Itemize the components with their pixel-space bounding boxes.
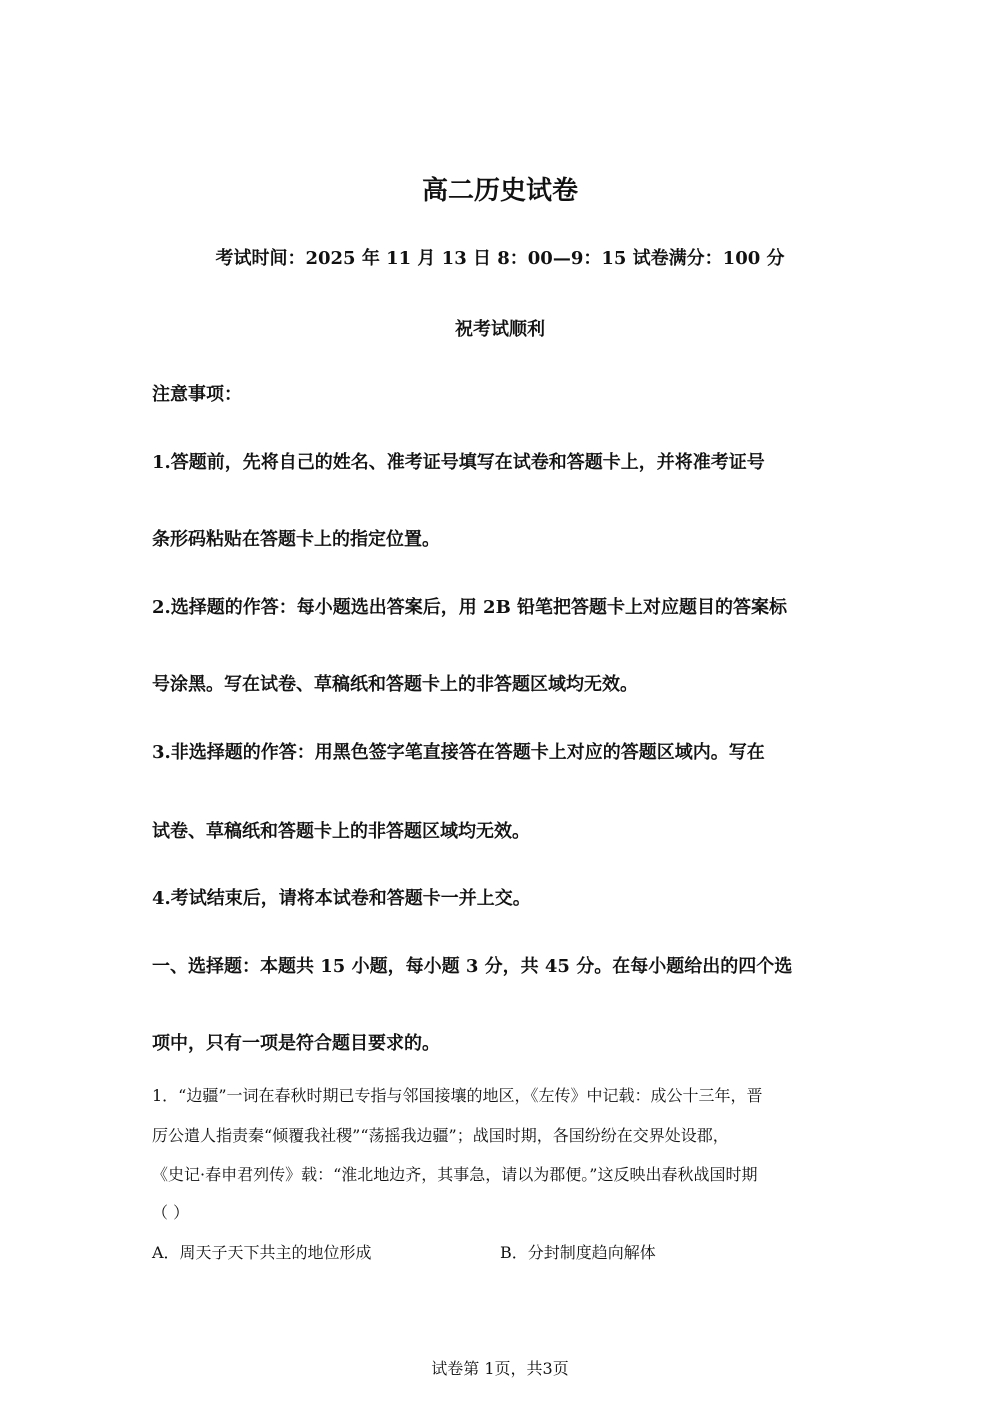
exam-time-info: 考试时间：2025 年 11 月 13 日 8：00—9：15 试卷满分：100 分 <box>215 248 785 269</box>
option-a: A．周天子天下共主的地位形成 <box>152 1243 372 1262</box>
question-1-line: 厉公遣人指责秦“倾覆我社稷”“荡摇我边疆”；战国时期，各国纷纷在交界处设郡， <box>152 1126 729 1145</box>
notice-line: 2.选择题的作答：每小题选出答案后，用 2B 铅笔把答题卡上对应题目的答案标 <box>152 597 788 618</box>
question-1-blank: （ ） <box>152 1203 190 1222</box>
question-1-line: 1．“边疆”一词在春秋时期已专指与邻国接壤的地区，《左传》中记载：成公十三年，晋 <box>152 1086 763 1105</box>
good-luck-text: 祝考试顺利 <box>455 319 545 340</box>
exam-title: 高二历史试卷 <box>421 176 578 206</box>
notice-line: 3.非选择题的作答：用黑色签字笔直接答在答题卡上对应的答题区域内。写在 <box>152 742 765 763</box>
page-number: 试卷第 1页，共3页 <box>431 1359 569 1378</box>
question-1-line: 《史记·春申君列传》载：“淮北地边齐，其事急，请以为郡便。”这反映出春秋战国时期 <box>152 1165 758 1184</box>
notice-line: 试卷、草稿纸和答题卡上的非答题区域均无效。 <box>152 821 530 842</box>
notice-line: 号涂黑。写在试卷、草稿纸和答题卡上的非答题区域均无效。 <box>152 674 638 695</box>
section-heading-line: 一、选择题：本题共 15 小题，每小题 3 分，共 45 分。在每小题给出的四个选 <box>152 956 793 977</box>
notice-line: 条形码粘贴在答题卡上的指定位置。 <box>152 529 440 550</box>
notice-line: 1.答题前，先将自己的姓名、准考证号填写在试卷和答题卡上，并将准考证号 <box>152 452 765 473</box>
notice-line: 4.考试结束后，请将本试卷和答题卡一并上交。 <box>152 888 531 909</box>
section-heading-line: 项中，只有一项是符合题目要求的。 <box>152 1033 440 1054</box>
notice-heading: 注意事项： <box>152 384 242 405</box>
option-b: B．分封制度趋向解体 <box>500 1243 656 1262</box>
